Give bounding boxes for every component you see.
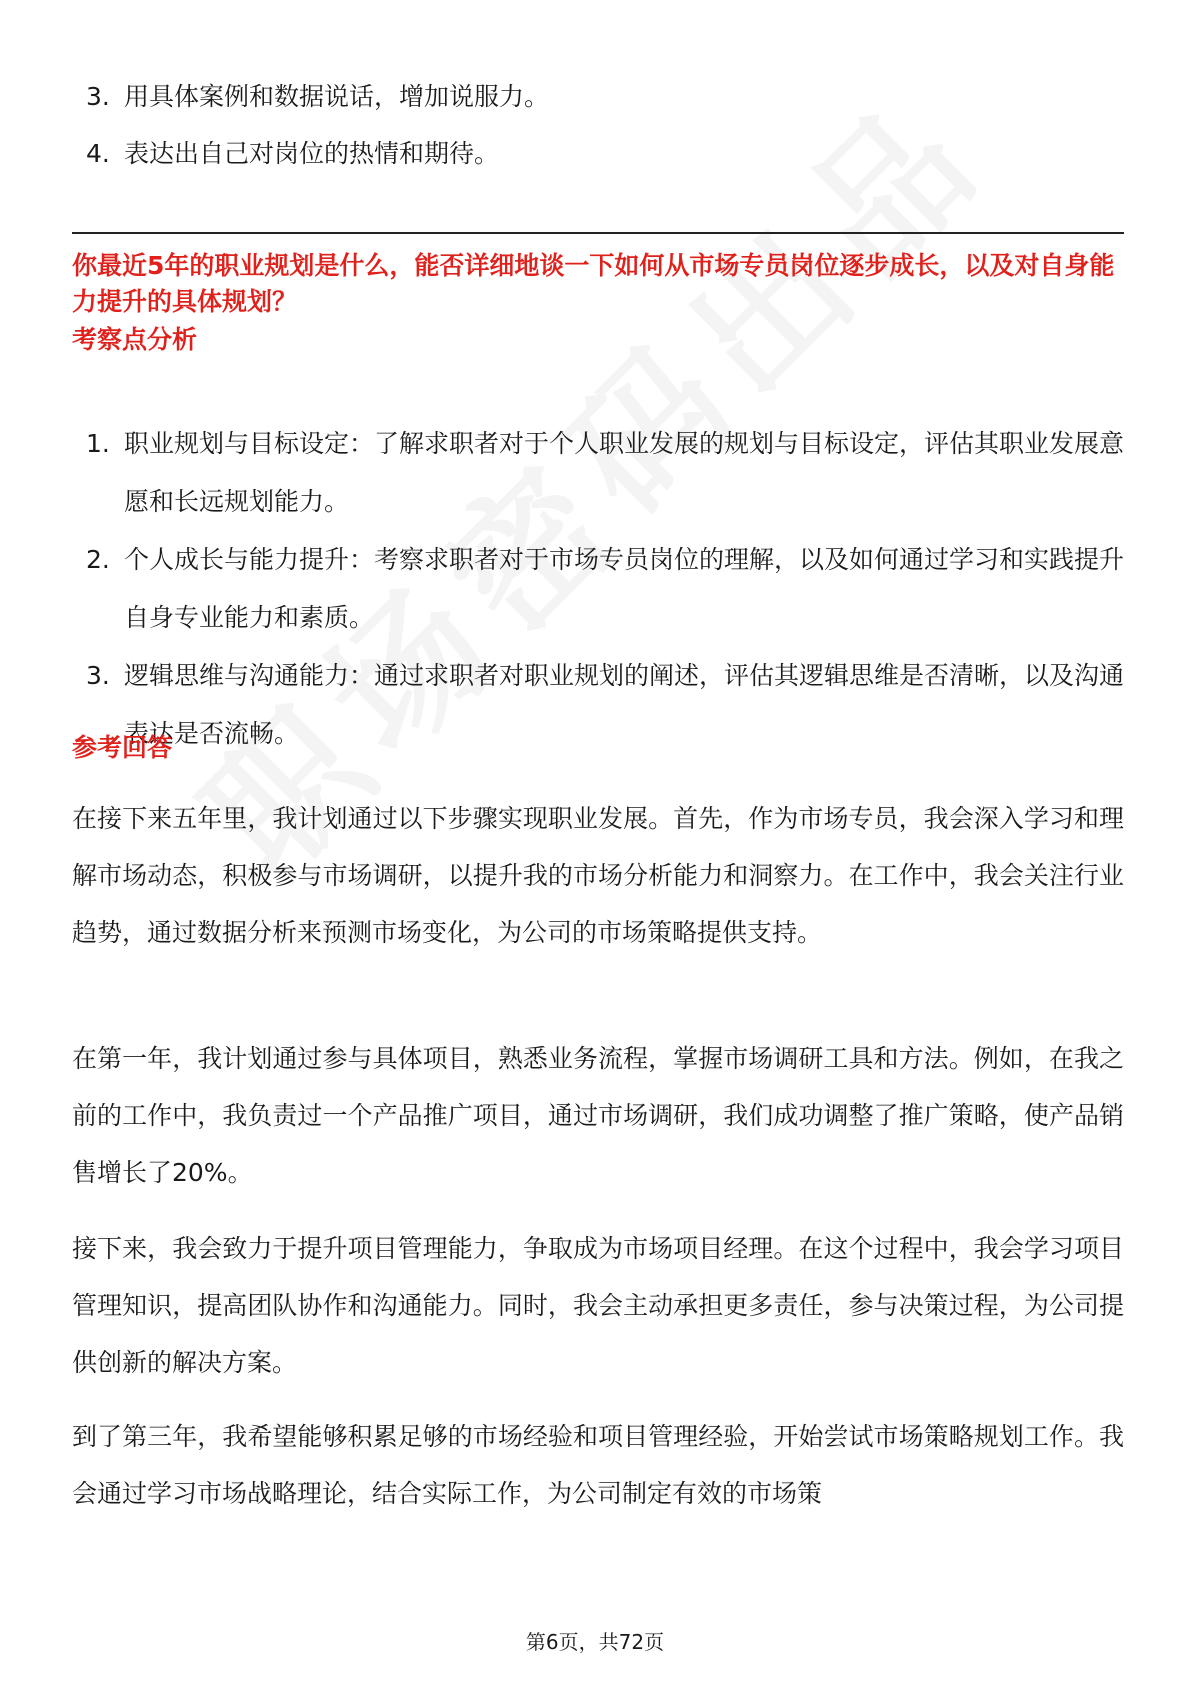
answer-paragraph: 到了第三年，我希望能够积累足够的市场经验和项目管理经验，开始尝试市场策略规划工作。我会通过学习市场战略理论，结合实际工作，为公司制定有效的市场策 xyxy=(72,1422,1124,1508)
analysis-list xyxy=(72,415,1124,763)
list-number: 3. xyxy=(86,82,110,111)
list-item xyxy=(72,415,1124,531)
list-number: 3. xyxy=(86,661,110,690)
list-text: 表达出自己对岗位的热情和期待。 xyxy=(124,139,500,168)
list-item xyxy=(72,531,1124,647)
list-number: 1. xyxy=(86,429,110,458)
list-number: 2. xyxy=(86,545,110,574)
list-number: 4. xyxy=(86,139,110,168)
list-text: 职业规划与目标设定：了解求职者对于个人职业发展的规划与目标设定，评估其职业发展意愿和长远规划能力。 xyxy=(124,429,1125,516)
answer-paragraph: 在接下来五年里，我计划通过以下步骤实现职业发展。首先，作为市场专员，我会深入学习和理解市场动态，积极参与市场调研，以提升我的市场分析能力和洞察力。在工作中，我会关注行业趋势，通过数据分析来预测市场变化，为公司的市场策略提供支持。 xyxy=(72,804,1124,947)
page-number: 第6页，共72页 xyxy=(525,1630,665,1654)
tips-list xyxy=(72,68,1124,182)
list-text: 逻辑思维与沟通能力：通过求职者对职业规划的阐述，评估其逻辑思维是否清晰，以及沟通表达是否流畅。 xyxy=(124,661,1125,748)
analysis-heading: 考察点分析 xyxy=(72,325,198,354)
answer-heading: 参考回答 xyxy=(72,733,173,762)
section-divider xyxy=(72,232,1124,234)
list-item xyxy=(72,68,1124,125)
list-item xyxy=(72,125,1124,182)
list-text: 用具体案例和数据说话，增加说服力。 xyxy=(124,82,550,111)
list-item xyxy=(72,647,1124,763)
answer-paragraph: 在第一年，我计划通过参与具体项目，熟悉业务流程，掌握市场调研工具和方法。例如，在我之前的工作中，我负责过一个产品推广项目，通过市场调研，我们成功调整了推广策略，使产品销售增长了20%。 xyxy=(72,1044,1124,1187)
list-text: 个人成长与能力提升：考察求职者对于市场专员岗位的理解，以及如何通过学习和实践提升自身专业能力和素质。 xyxy=(124,545,1125,632)
interview-question: 你最近5年的职业规划是什么，能否详细地谈一下如何从市场专员岗位逐步成长，以及对自身能力提升的具体规划？ xyxy=(72,251,1115,316)
answer-paragraph: 接下来，我会致力于提升项目管理能力，争取成为市场项目经理。在这个过程中，我会学习项目管理知识，提高团队协作和沟通能力。同时，我会主动承担更多责任，参与决策过程，为公司提供创新的解决方案。 xyxy=(72,1234,1124,1377)
